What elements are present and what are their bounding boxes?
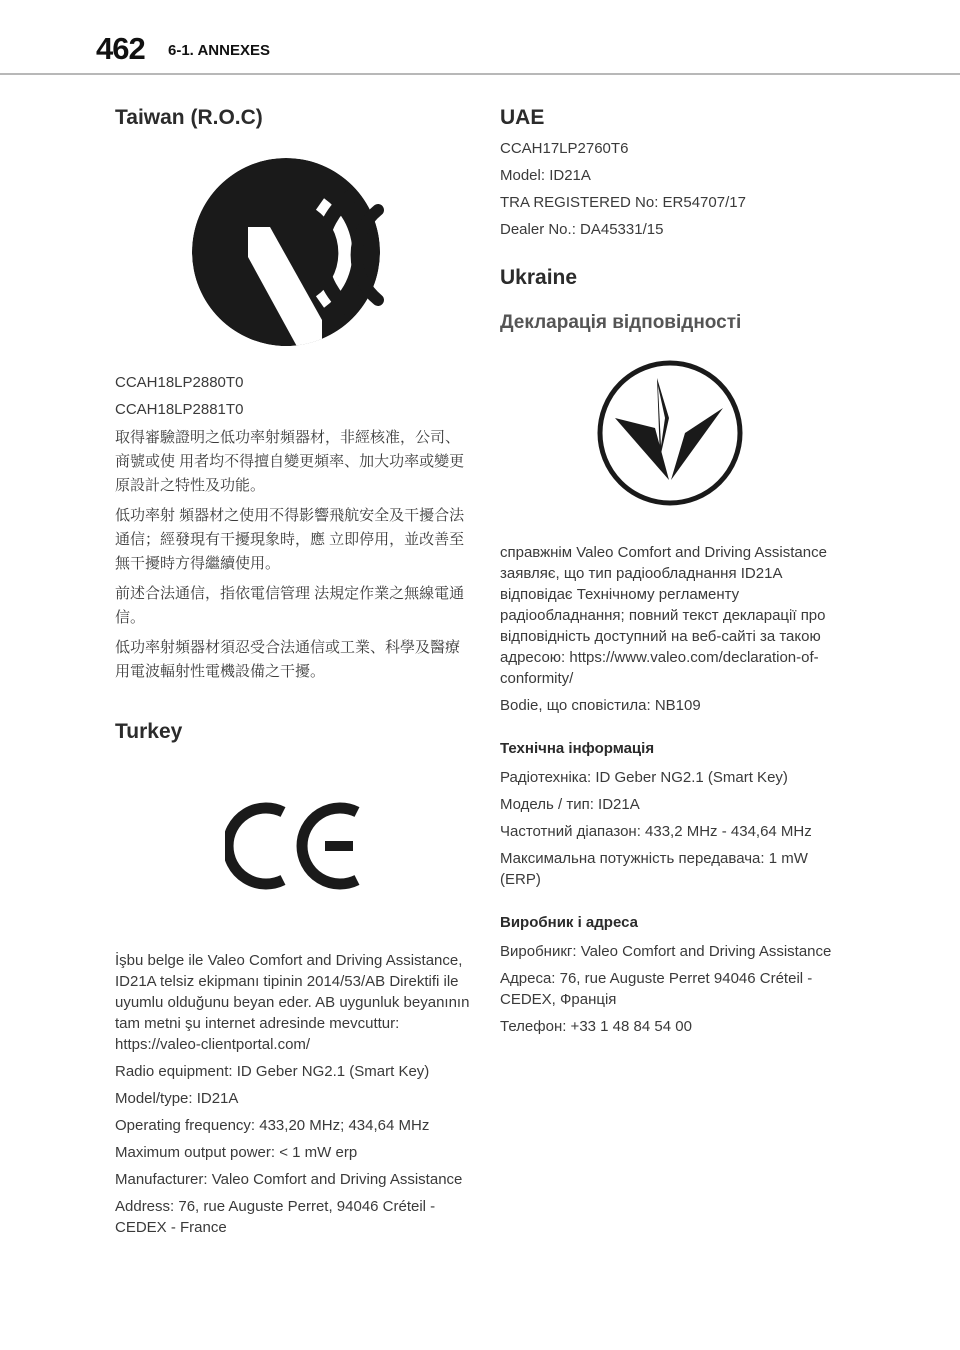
turkey-declaration: İşbu belge ile Valeo Comfort and Driving Assistance, ID21A telsiz ekipmanı tipinin 2014/53/AB Direktifi ile uyumlu olduğunu beyan eder. AB uygunluk beyanının tam metni şu internet adresinde mevcuttur: https://valeo-clientportal.com/: [115, 952, 470, 1053]
ukraine-output-power: Максимальна потужність передавача: 1 mW (ERP): [500, 850, 808, 888]
ukraine-declaration: справжнім Valeo Comfort and Driving Assistance заявляє, що тип радіообладнання ID21A відповідає Технічному регламенту радіообладнання; повний текст декларації про відповідність доступний на веб-сайті за такою адресою: https://www.valeo.com/declaration-of-conformity/: [500, 544, 827, 687]
ukraine-subheading: Декларація відповідності: [500, 312, 742, 333]
ukraine-address: Адреса: 76, rue Auguste Perret 94046 Créteil - CEDEX, Франція: [500, 970, 813, 1008]
ukraine-phone: Телефон: +33 1 48 84 54 00: [500, 1018, 692, 1035]
ukraine-maker-heading: Виробник і адреса: [500, 914, 638, 931]
page-header: [0, 0, 960, 74]
taiwan-paragraph: 低功率射 頻器材之使用不得影響飛航安全及干擾合法通信；經發現有干擾現象時，應 立即停用，並改善至無干擾時方得繼續使用。: [115, 507, 465, 572]
ncc-logo-icon: [190, 152, 390, 352]
uae-dealer-number: Dealer No.: DA45331/15: [500, 221, 664, 238]
turkey-model: Model/type: ID21A: [115, 1090, 239, 1107]
taiwan-code-2: CCAH18LP2881T0: [115, 401, 244, 418]
taiwan-paragraph: 低功率射頻器材須忍受合法通信或工業、科學及醫療用電波輻射性電機設備之干擾。: [115, 639, 461, 680]
ukraine-conformity-mark-icon: [595, 358, 745, 508]
uae-code: CCAH17LP2760T6: [500, 140, 629, 157]
ukraine-model: Модель / тип: ID21A: [500, 796, 640, 813]
ukraine-radio-equipment: Радіотехніка: ID Geber NG2.1 (Smart Key): [500, 769, 788, 786]
uae-heading: UAE: [500, 106, 545, 129]
ce-mark-icon: [225, 796, 365, 896]
turkey-output-power: Maximum output power: < 1 mW erp: [115, 1144, 358, 1161]
turkey-frequency: Operating frequency: 433,20 MHz; 434,64 MHz: [115, 1117, 430, 1134]
turkey-address: Address: 76, rue Auguste Perret, 94046 Créteil - CEDEX - France: [115, 1198, 436, 1236]
turkey-radio-equipment: Radio equipment: ID Geber NG2.1 (Smart Key): [115, 1063, 430, 1080]
taiwan-paragraph: 前述合法通信，指依電信管理 法規定作業之無線電通信。: [115, 585, 465, 626]
ukraine-frequency: Частотний діапазон: 433,2 MHz - 434,64 MHz: [500, 823, 812, 840]
turkey-manufacturer: Manufacturer: Valeo Comfort and Driving Assistance: [115, 1171, 463, 1188]
turkey-heading: Turkey: [115, 720, 183, 743]
taiwan-code-1: CCAH18LP2880T0: [115, 374, 244, 391]
section-title: 6-1. ANNEXES: [168, 42, 270, 59]
ukraine-heading: Ukraine: [500, 266, 578, 289]
right-column: [500, 100, 850, 1037]
uae-model: Model: ID21A: [500, 167, 591, 184]
uae-tra-number: TRA REGISTERED No: ER54707/17: [500, 194, 746, 211]
header-divider: [0, 73, 960, 75]
ukraine-manufacturer: Виробникг: Valeo Comfort and Driving Assistance: [500, 943, 832, 960]
page-number: 462: [96, 31, 145, 66]
taiwan-heading: Taiwan (R.O.C): [115, 106, 263, 129]
left-column: [115, 100, 470, 1238]
taiwan-paragraph: 取得審驗證明之低功率射頻器材，非經核准，公司、商號或使 用者均不得擅自變更頻率、加大功率或變更原設計之特性及功能。: [115, 429, 465, 494]
ukraine-notified-body: Bodie, що сповістила: NB109: [500, 697, 701, 714]
ukraine-tech-heading: Технічна інформація: [500, 740, 655, 757]
